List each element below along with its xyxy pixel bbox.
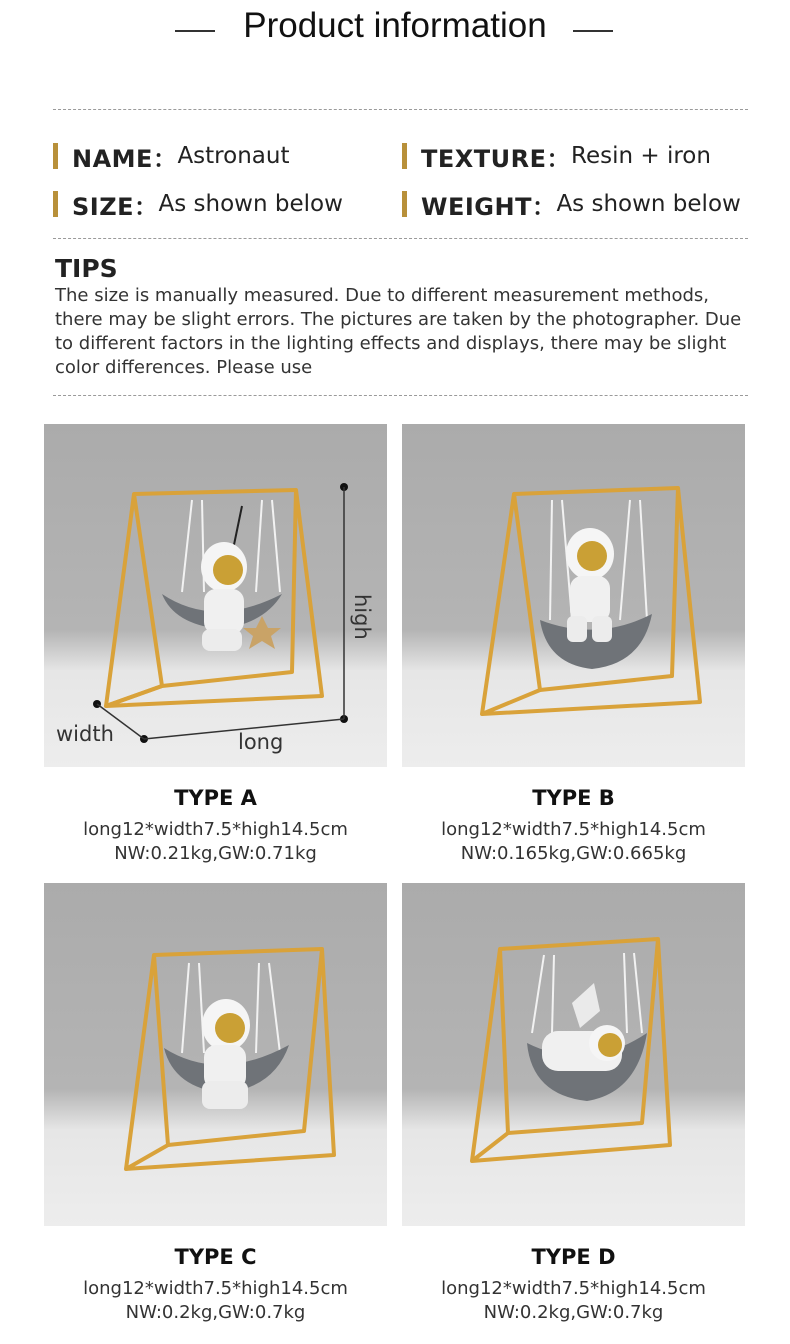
title-right-rule	[573, 30, 613, 32]
product-type-title: TYPE D	[531, 1245, 616, 1269]
spec-texture-value: Resin + iron	[571, 143, 711, 169]
product-type-title: TYPE B	[532, 786, 615, 810]
product-photo-type-a	[44, 424, 387, 767]
spec-name-key: NAME：	[72, 144, 178, 173]
dimension-width-label: width	[56, 722, 114, 746]
product-size: long12*width7.5*high14.5cm	[83, 819, 348, 840]
section-title	[0, 0, 790, 56]
product-weight: NW:0.21kg,GW:0.71kg	[114, 843, 317, 864]
accent-bar	[402, 191, 407, 217]
spec-name-value: Astronaut	[177, 143, 290, 169]
product-size: long12*width7.5*high14.5cm	[441, 819, 706, 840]
dimension-long-label: long	[238, 730, 284, 754]
spec-size	[53, 188, 343, 220]
astronaut-swing-image	[44, 883, 387, 1226]
page-title: Product information	[243, 6, 547, 45]
divider	[53, 238, 748, 239]
product-type-title: TYPE A	[174, 786, 257, 810]
astronaut-swing-image	[44, 424, 387, 767]
accent-bar	[53, 191, 58, 217]
product-weight: NW:0.2kg,GW:0.7kg	[125, 1302, 306, 1323]
spec-texture-key: TEXTURE：	[421, 144, 572, 173]
product-type-title: TYPE C	[174, 1245, 257, 1269]
astronaut-swing-image	[402, 883, 745, 1226]
product-photo-type-d	[402, 883, 745, 1226]
product-size: long12*width7.5*high14.5cm	[83, 1278, 348, 1299]
accent-bar	[402, 143, 407, 169]
tips-body: The size is manually measured. Due to different measurement methods, there may be slight errors. The pictures are taken by the photographer. Due to different factors in the lighting effects and displays, there may be slight color differences. Please use	[55, 285, 742, 378]
product-size: long12*width7.5*high14.5cm	[441, 1278, 706, 1299]
spec-weight-value: As shown below	[556, 191, 741, 217]
accent-bar	[53, 143, 58, 169]
tips-heading: TIPS	[55, 254, 118, 283]
astronaut-swing-image	[402, 424, 745, 767]
product-photo-type-c	[44, 883, 387, 1226]
spec-size-value: As shown below	[158, 191, 343, 217]
divider	[53, 395, 748, 396]
spec-name	[53, 140, 289, 172]
spec-weight-key: WEIGHT：	[421, 192, 557, 221]
spec-size-key: SIZE：	[72, 192, 159, 221]
dimension-high-label: high	[350, 594, 374, 640]
product-photo-type-b	[402, 424, 745, 767]
spec-texture	[402, 140, 711, 172]
divider	[53, 109, 748, 110]
product-weight: NW:0.165kg,GW:0.665kg	[460, 843, 687, 864]
product-weight: NW:0.2kg,GW:0.7kg	[483, 1302, 664, 1323]
spec-weight	[402, 188, 741, 220]
